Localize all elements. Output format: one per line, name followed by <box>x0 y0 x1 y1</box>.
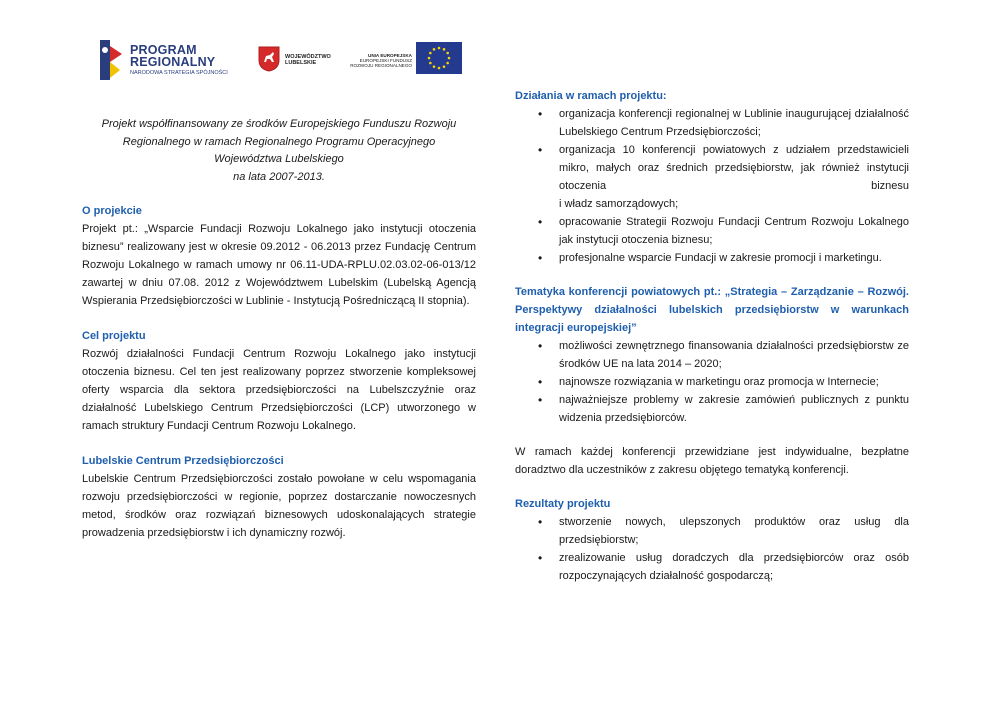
right-column <box>515 87 909 585</box>
left-column <box>82 116 476 542</box>
ue-line1: UNIA EUROPEJSKA <box>368 53 412 58</box>
ue-line3: ROZWOJU REGIONALNEGO <box>350 63 412 68</box>
eu-flag-icon <box>416 42 462 74</box>
tematyka-heading: Tematyka konferencji powiatowych pt.: „Strategia – Zarządzanie – Rozwój. Perspektywy działalności lubelskich przedsiębiorstw w warunkach integracji europejskiej” <box>515 286 909 334</box>
dzialania-list <box>515 105 909 267</box>
list-item: • stworzenie nowych, ulepszonych produktów oraz usług dla przedsiębiorstw; <box>515 513 909 549</box>
cofinancing-note <box>82 116 476 186</box>
wojewodztwo-text <box>285 54 331 66</box>
list-item: • najważniejsze problemy w zakresie zamówień publicznych z punktu widzenia przedsiębiorców. <box>515 391 909 427</box>
list-item: • możliwości zewnętrznego finansowania działalności przedsiębiorstw ze środków UE na lata 2014 – 2020; <box>515 337 909 373</box>
eu-star-icon <box>443 65 446 68</box>
cofinancing-line: Regionalnego w ramach Regionalnego Programu Operacyjnego <box>122 135 436 148</box>
cel-projektu-heading: Cel projektu <box>82 330 146 342</box>
cofinancing-line: na lata 2007-2013. <box>233 170 325 183</box>
logo-bar <box>96 38 466 84</box>
eu-star-icon <box>446 52 449 55</box>
lubelskie-shield-icon <box>258 46 280 72</box>
eu-star-icon <box>429 52 432 55</box>
wojewodztwo-line2: LUBELSKIE <box>285 60 317 66</box>
lcp-heading: Lubelskie Centrum Przedsiębiorczości <box>82 455 284 467</box>
eu-star-icon <box>429 62 432 65</box>
eu-star-icon <box>443 48 446 51</box>
eu-star-icon <box>438 47 441 50</box>
cofinancing-line: Projekt współfinansowany ze środków Europejskiego Funduszu Rozwoju <box>101 118 457 130</box>
program-regionalny-subtitle: NARODOWA STRATEGIA SPÓJNOŚCI <box>130 70 228 76</box>
program-line: PROGRAM <box>130 43 197 57</box>
rezultaty-heading: Rezultaty projektu <box>515 498 611 510</box>
ue-text <box>348 53 412 68</box>
list-item: • opracowanie Strategii Rozwoju Fundacji Centrum Rozwoju Lokalnego jak instytucji otoczenia biznesu; <box>515 213 909 249</box>
list-item <box>515 141 909 213</box>
program-regionalny-mark-icon <box>96 40 124 80</box>
program-regionalny-logo <box>96 38 246 84</box>
wojewodztwo-line1: WOJEWÓDZTWO <box>285 54 331 60</box>
unia-europejska-logo <box>348 42 464 78</box>
eu-star-icon <box>446 62 449 65</box>
list-item-text: • organizacja 10 konferencji powiatowych z udziałem przedstawicieli mikro, małych oraz średnich przedsiębiorstw, jak również instytucji otoczenia biznesu <box>559 144 909 192</box>
tematyka-list <box>515 337 909 427</box>
ue-line2: EUROPEJSKI FUNDUSZ <box>359 58 412 63</box>
dzialania-heading: Działania w ramach projektu: <box>515 90 667 102</box>
eu-star-icon <box>448 57 451 60</box>
eu-star-icon <box>433 48 436 51</box>
eu-star-icon <box>428 57 431 60</box>
cofinancing-line: Województwa Lubelskiego <box>214 153 344 165</box>
list-item: • organizacja konferencji regionalnej w Lublinie inaugurującej działalność Lubelskiego Centrum Przedsiębiorczości; <box>515 105 909 141</box>
program-regionalny-title <box>130 44 215 68</box>
rezultaty-list <box>515 513 909 585</box>
o-projekcie-text: Projekt pt.: „Wsparcie Fundacji Rozwoju Lokalnego jako instytucji otoczenia biznesu” realizowany jest w okresie 09.2012 - 06.2013 przez Fundację Centrum Rozwoju Lokalnego w ramach umowy nr 06.11-UDA-RPLU.02.03.02-06-013/12 zawartej w dniu 07.08. 2012 z Województwem Lubelskim (Lubelską Agencją Wspierania Przedsiębiorczości w Lublinie - Instytucją Pośredniczącą II stopnia). <box>82 223 476 307</box>
list-item-tail: i władz samorządowych; <box>559 198 679 210</box>
doradztwo-text: W ramach każdej konferencji przewidziane jest indywidualne, bezpłatne doradztwo dla uczestników z zakresu objętego tematyką konferencji. <box>515 446 909 476</box>
wojewodztwo-lubelskie-logo <box>258 46 331 76</box>
list-item: • zrealizowanie usług doradczych dla przedsiębiorców oraz osób rozpoczynających działalność gospodarczą; <box>515 549 909 585</box>
regionalny-line: REGIONALNY <box>130 55 216 69</box>
eu-star-icon <box>433 65 436 68</box>
list-item: • profesjonalne wsparcie Fundacji w zakresie promocji i marketingu. <box>515 249 909 267</box>
eu-star-icon <box>438 67 441 70</box>
lcp-text: Lubelskie Centrum Przedsiębiorczości zostało powołane w celu wspomagania rozwoju przedsiębiorczości w regionie, poprzez dostarczanie nowoczesnych metod, środków oraz rozwiązań biznesowych udoskonalających strategie prowadzenia przedsiębiorstw i ich dynamiczny rozwój. <box>82 473 476 539</box>
o-projekcie-heading: O projekcie <box>82 205 142 217</box>
cel-projektu-text: Rozwój działalności Fundacji Centrum Rozwoju Lokalnego jako instytucji otoczenia biznesu. Cel ten jest realizowany poprzez stworzenie kompleksowej oferty wsparcia dla sektora przedsiębiorczości na Lubelszczyźnie oraz działalność Lubelskiego Centrum Przedsiębiorczości (LCP) utworzonego w ramach struktury Fundacji Centrum Rozwoju Lokalnego. <box>82 348 476 432</box>
list-item: • najnowsze rozwiązania w marketingu oraz promocja w Internecie; <box>515 373 909 391</box>
